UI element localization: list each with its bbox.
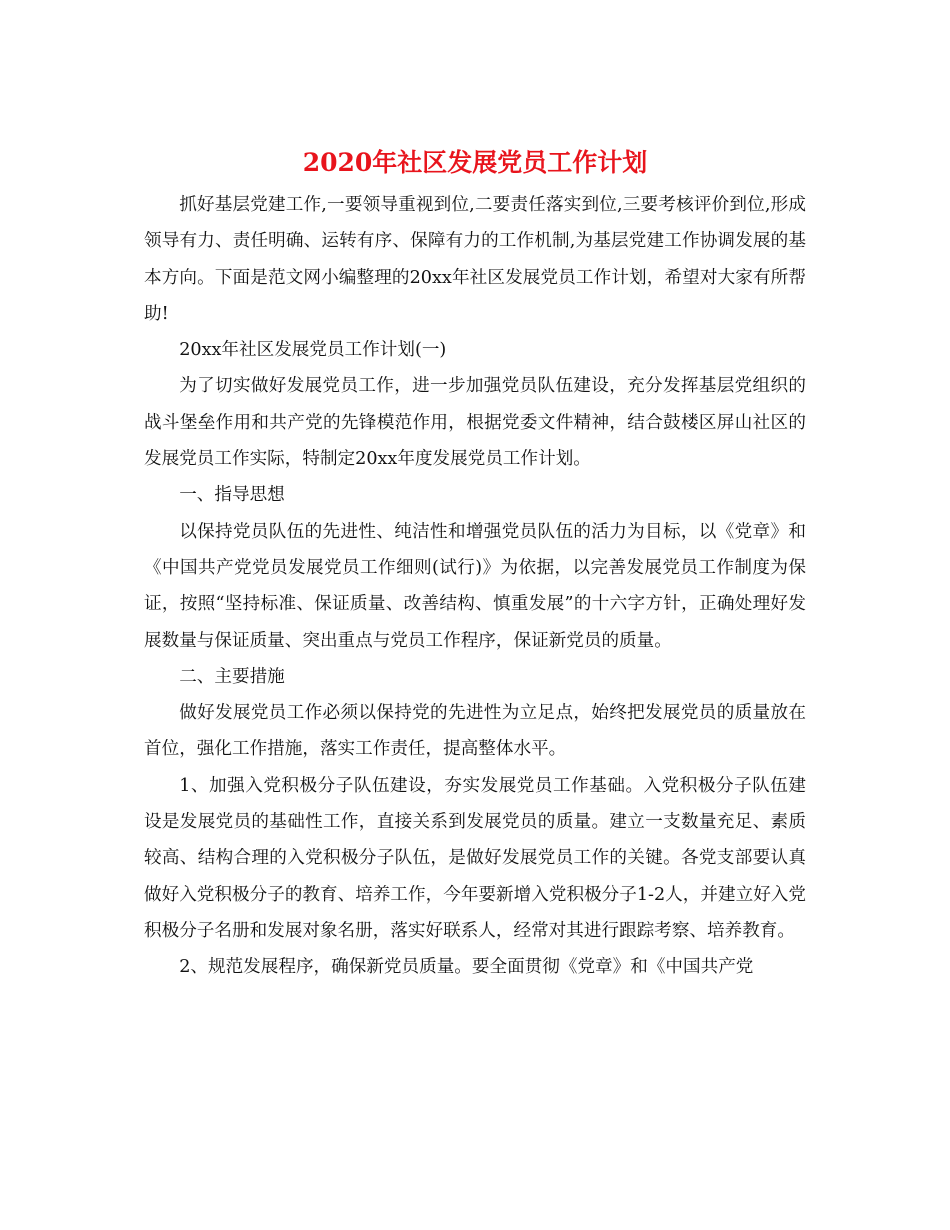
section-heading-guiding-ideology: 一、指导思想 [179, 485, 285, 506]
section-heading-main-measures: 二、主要措施 [179, 666, 285, 687]
document-title: 2020年社区发展党员工作计划 [302, 148, 648, 177]
paragraph-plan-heading: 20xx年社区发展党员工作计划(一) [179, 340, 447, 361]
document-body [144, 187, 806, 986]
paragraph-purpose: 为了切实做好发展党员工作，进一步加强党员队伍建设，充分发挥基层党组织的战斗堡垒作用和共产党的先锋模范作用，根据党委文件精神，结合鼓楼区屏山社区的发展党员工作实际，特制定20xx年度发展党员工作计划。 [144, 376, 806, 470]
paragraph-guiding-ideology: 以保持党员队伍的先进性、纯洁性和增强党员队伍的活力为目标，以《党章》和《中国共产党党员发展党员工作细则(试行)》为依据，以完善发展党员工作制度为保证，按照“坚持标准、保证质量、改善结构、慎重发展”的十六字方针，正确处理好发展数量与保证质量、突出重点与党员工作程序，保证新党员的质量。 [144, 521, 806, 651]
paragraph-main-measures: 做好发展党员工作必须以保持党的先进性为立足点，始终把发展党员的质量放在首位，强化工作措施，落实工作责任，提高整体水平。 [144, 703, 806, 760]
paragraph-measure-2: 2、规范发展程序，确保新党员质量。要全面贯彻《党章》和《中国共产党 [179, 957, 754, 978]
paragraph-intro: 抓好基层党建工作,一要领导重视到位,二要责任落实到位,三要考核评价到位,形成领导有力、责任明确、运转有序、保障有力的工作机制,为基层党建工作协调发展的基本方向。下面是范文网小编整理的20xx年社区发展党员工作计划，希望对大家有所帮助! [144, 195, 806, 324]
paragraph-measure-1: 1、加强入党积极分子队伍建设，夯实发展党员工作基础。入党积极分子队伍建设是发展党员的基础性工作，直接关系到发展党员的质量。建立一支数量充足、素质较高、结构合理的入党积极分子队伍，是做好发展党员工作的关键。各党支部要认真做好入党积极分子的教育、培养工作，今年要新增入党积极分子1-2人，并建立好入党积极分子名册和发展对象名册，落实好联系人，经常对其进行跟踪考察、培养教育。 [144, 775, 806, 941]
